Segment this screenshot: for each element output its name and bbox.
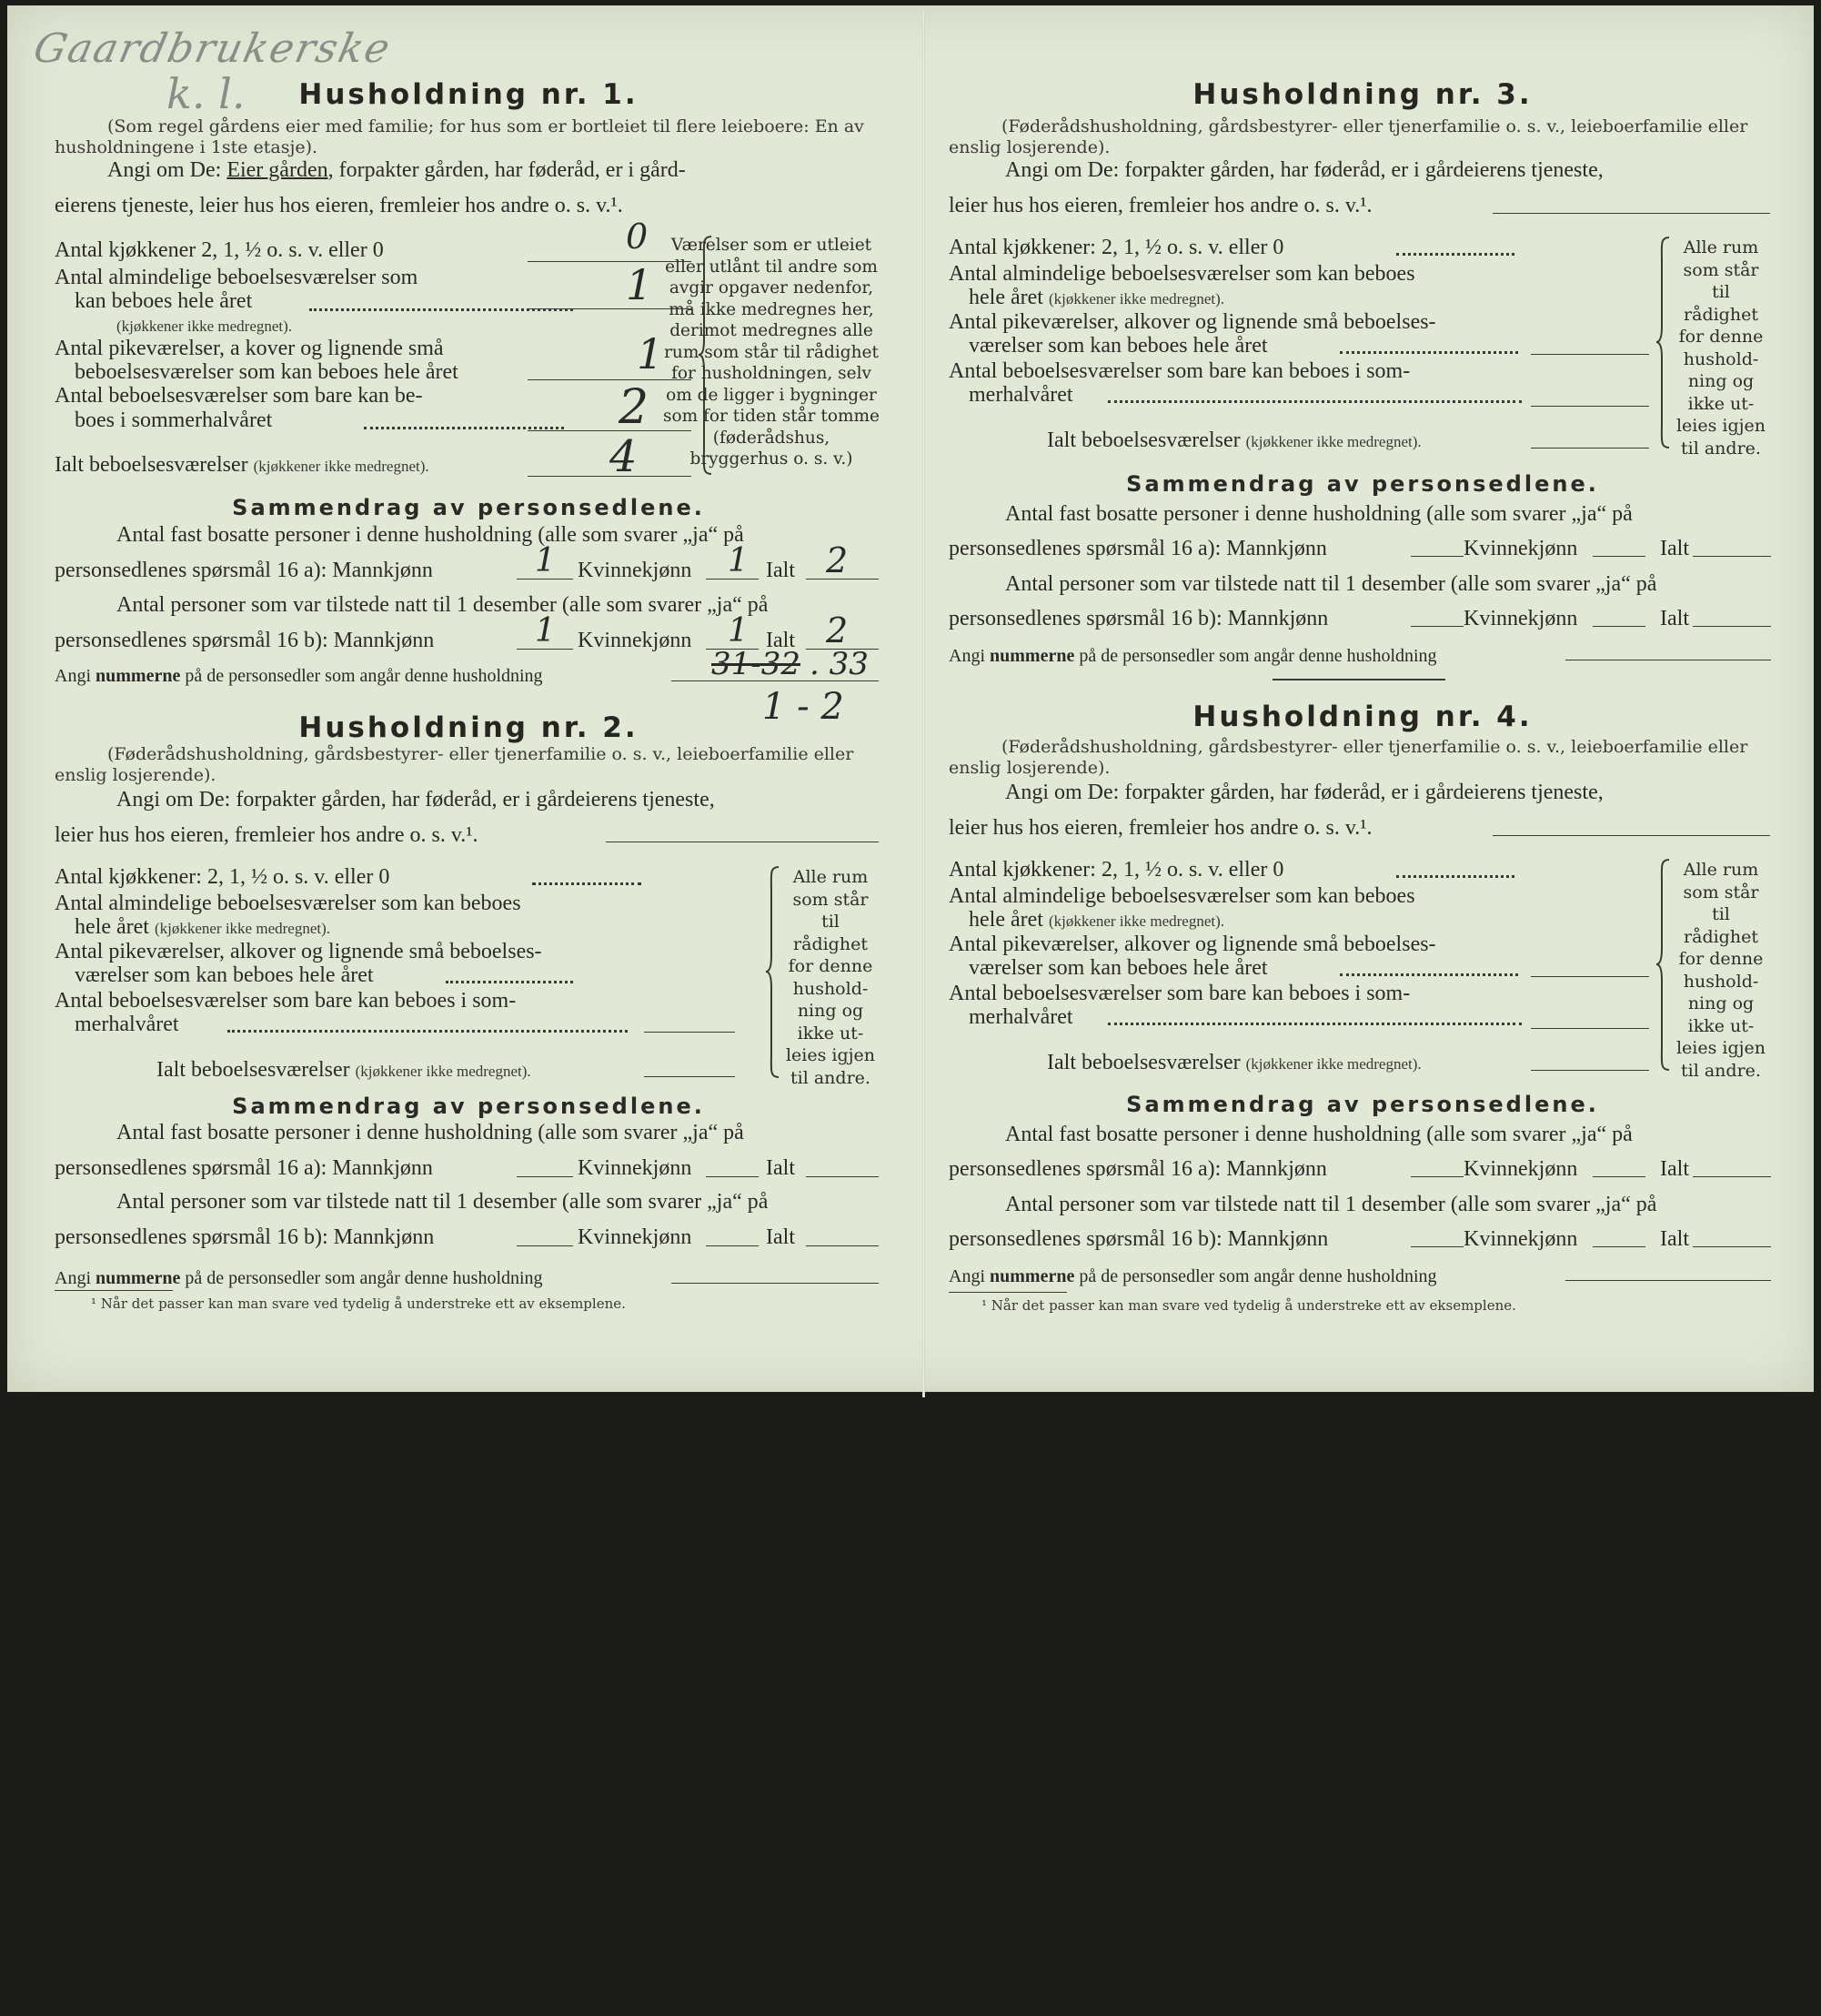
hh3-q16b-mann-field[interactable] bbox=[1411, 626, 1464, 627]
hh1-q16b-ialt[interactable]: 2 bbox=[826, 610, 849, 650]
hh3-alm-label-2-text: hele året bbox=[969, 286, 1043, 309]
hh1-q16a-kvinne-label: Kvinnekjønn bbox=[578, 559, 692, 582]
hh2-q16a-ialt-field[interactable] bbox=[806, 1176, 879, 1177]
hh2-ialt-label: Ialt beboelsesværelser bbox=[156, 1058, 350, 1082]
hh4-sommer-label-1: Antal beboelsesværelser som bare kan beboes i som- bbox=[949, 982, 1411, 1005]
hh3-q16b-label: personsedlenes spørsmål 16 b): Mannkjønn bbox=[949, 607, 1329, 630]
hh1-ialt-value[interactable]: 4 bbox=[609, 431, 638, 482]
hh1-summary-heading: Sammendrag av personsedlene. bbox=[232, 495, 705, 520]
hh2-alm-label-2 bbox=[75, 915, 330, 941]
hh1-q16b-line-1: Antal personer som var tilstede natt til 1 desember (alle som svarer „ja“ på bbox=[116, 593, 769, 617]
hh2-alm-label-1: Antal almindelige beboelsesværelser som kan beboes bbox=[55, 892, 521, 915]
hh4-q16a-kvinne-field[interactable] bbox=[1593, 1176, 1645, 1177]
hh1-kjokkener-value[interactable]: 0 bbox=[626, 217, 649, 257]
hh1-q16b-label: personsedlenes spørsmål 16 b): Mannkjønn bbox=[55, 629, 435, 652]
hh3-alm-label-2 bbox=[969, 286, 1224, 311]
hh2-ialt-note: (kjøkkener ikke medregnet). bbox=[355, 1063, 531, 1080]
hh1-alm-label-2: kan beboes hele året bbox=[75, 289, 253, 313]
hh3-q16b-ialt-field[interactable] bbox=[1693, 626, 1771, 627]
hh4-pike-label-1: Antal pikeværelser, alkover og lignende små beboelses- bbox=[949, 932, 1436, 956]
household-1-angi-line-1 bbox=[107, 158, 686, 182]
hh4-nummer-c: på de personsedler som angår denne husholdning bbox=[1079, 1266, 1437, 1286]
hh3-sommer-label-1: Antal beboelsesværelser som bare kan beboes i som- bbox=[949, 359, 1411, 383]
hh1-ialt-row bbox=[55, 453, 429, 479]
hh2-sommer-field[interactable] bbox=[644, 1032, 735, 1033]
hh1-nummer-value-b[interactable]: 1 - 2 bbox=[762, 686, 844, 728]
hh2-q16a-mann-field[interactable] bbox=[517, 1176, 573, 1177]
hh1-pike-label-2: beboelsesværelser som kan beboes hele året bbox=[75, 360, 458, 384]
hh3-angi-field[interactable] bbox=[1493, 213, 1770, 214]
hh4-summary-heading: Sammendrag av personsedlene. bbox=[1126, 1092, 1599, 1117]
hh1-nummer-struck[interactable]: 31-32 bbox=[711, 646, 801, 682]
angi-prefix: Angi om De: bbox=[107, 158, 222, 182]
hh3-pike-field[interactable] bbox=[1531, 354, 1649, 355]
hh2-pike-label-1: Antal pikeværelser, alkover og lignende små beboelses- bbox=[55, 940, 542, 963]
hh3-side-brace bbox=[1655, 236, 1673, 449]
hh2-sommer-label-2: merhalvåret bbox=[75, 1013, 179, 1036]
hh3-q16b-line-1: Antal personer som var tilstede natt til 1 desember (alle som svarer „ja“ på bbox=[1005, 572, 1657, 596]
hh2-q16a-line-1: Antal fast bosatte personer i denne husholdning (alle som svarer „ja“ på bbox=[116, 1121, 744, 1144]
handwritten-header: Gaardbrukerske bbox=[29, 25, 396, 72]
hh2-sommer-label-1: Antal beboelsesværelser som bare kan beboes i som- bbox=[55, 989, 517, 1013]
hh2-ialt-field[interactable] bbox=[644, 1076, 735, 1077]
hh1-alm-label-3: (kjøkkener ikke medregnet). bbox=[116, 318, 293, 335]
right-footnote-rule bbox=[949, 1292, 1067, 1293]
hh2-angi-line-1: Angi om De: forpakter gården, har føderåd, er i gårdeierens tjeneste, bbox=[116, 788, 715, 811]
hh4-angi-line-2: leier hus hos eieren, fremleier hos andre o. s. v.¹. bbox=[949, 816, 1373, 840]
hh2-nummer-c: på de personsedler som angår denne husholdning bbox=[185, 1268, 543, 1288]
hh2-q16b-mann-field[interactable] bbox=[517, 1245, 573, 1246]
hh3-alm-label-3: (kjøkkener ikke medregnet). bbox=[1048, 290, 1224, 307]
hh2-q16a-kvinne-label: Kvinnekjønn bbox=[578, 1156, 692, 1180]
hh1-q16a-label: personsedlenes spørsmål 16 a): Mannkjønn bbox=[55, 559, 433, 582]
hh1-ialt-label: Ialt beboelsesværelser bbox=[55, 453, 248, 477]
hh3-sommer-field[interactable] bbox=[1531, 406, 1649, 407]
hh3-side-note: Alle rum som står til rådighet for denne hushold-ning og ikke ut-leies igjen til andre. bbox=[1675, 237, 1766, 459]
hh4-q16a-kvinne-label: Kvinnekjønn bbox=[1464, 1157, 1578, 1181]
hh2-q16b-kvinne-field[interactable] bbox=[706, 1245, 759, 1246]
census-sheet bbox=[7, 5, 1814, 1392]
hh2-q16b-ialt-label: Ialt bbox=[766, 1225, 795, 1249]
hh1-q16b-ialt-label: Ialt bbox=[766, 629, 795, 652]
household-1-subtitle: (Som regel gårdens eier med familie; for hus som er bortleiet til flere leieboere: En av husholdningene i 1ste etasje). bbox=[55, 116, 864, 157]
hh2-alm-label-3: (kjøkkener ikke medregnet). bbox=[154, 920, 330, 937]
right-column bbox=[949, 5, 1821, 1392]
hh4-q16b-line-1: Antal personer som var tilstede natt til 1 desember (alle som svarer „ja“ på bbox=[1005, 1193, 1657, 1216]
hh3-q16a-line-1: Antal fast bosatte personer i denne husholdning (alle som svarer „ja“ på bbox=[1005, 502, 1633, 526]
hh4-ialt-field[interactable] bbox=[1531, 1070, 1649, 1071]
hh1-q16a-ialt[interactable]: 2 bbox=[826, 540, 849, 580]
hh2-pike-label-2: værelser som kan beboes hele året bbox=[75, 963, 374, 987]
hh4-kjokkener-dots bbox=[1396, 875, 1514, 878]
hh2-kjokkener-label: Antal kjøkkener: 2, 1, ½ o. s. v. eller 0 bbox=[55, 865, 390, 889]
hh4-kjokkener-label: Antal kjøkkener: 2, 1, ½ o. s. v. eller 0 bbox=[949, 858, 1284, 882]
hh3-q16a-mann-field[interactable] bbox=[1411, 556, 1464, 557]
household-4-subtitle: (Føderådshusholdning, gårdsbestyrer- eller tjenerfamilie o. s. v., leieboerfamilie eller enslig losjerende). bbox=[949, 737, 1748, 778]
hh1-q16a-mann[interactable]: 1 bbox=[535, 542, 556, 580]
hh3-summary-heading: Sammendrag av personsedlene. bbox=[1126, 471, 1599, 497]
hh4-q16a-line-1: Antal fast bosatte personer i denne husholdning (alle som svarer „ja“ på bbox=[1005, 1123, 1633, 1146]
hh4-pike-field[interactable] bbox=[1531, 976, 1649, 977]
hh4-q16b-kvinne-field[interactable] bbox=[1593, 1246, 1645, 1247]
hh4-q16b-mann-field[interactable] bbox=[1411, 1246, 1464, 1247]
hh4-alm-label-3: (kjøkkener ikke medregnet). bbox=[1048, 912, 1224, 930]
hh4-q16a-mann-field[interactable] bbox=[1411, 1176, 1464, 1177]
hh3-angi-line-2: leier hus hos eieren, fremleier hos andre o. s. v.¹. bbox=[949, 194, 1373, 217]
right-footnote: ¹ Når det passer kan man svare ved tydelig å understreke ett av eksemplene. bbox=[981, 1297, 1516, 1314]
hh3-kjokkener-dots bbox=[1396, 253, 1514, 256]
hh3-ialt-field[interactable] bbox=[1531, 448, 1649, 449]
household-3-subtitle: (Føderådshusholdning, gårdsbestyrer- eller tjenerfamilie o. s. v., leieboerfamilie eller enslig losjerende). bbox=[949, 116, 1748, 157]
hh1-nummer-value-a[interactable]: . 33 bbox=[810, 646, 869, 682]
hh3-ialt-note: (kjøkkener ikke medregnet). bbox=[1245, 433, 1422, 450]
hh1-nummer-b: nummerne bbox=[96, 666, 181, 686]
hh2-q16b-line-1: Antal personer som var tilstede natt til 1 desember (alle som svarer „ja“ på bbox=[116, 1190, 769, 1214]
hh3-q16a-kvinne-field[interactable] bbox=[1593, 556, 1645, 557]
hh3-q16b-kvinne-field[interactable] bbox=[1593, 626, 1645, 627]
hh4-alm-label-1: Antal almindelige beboelsesværelser som kan beboes bbox=[949, 884, 1415, 908]
hh4-pike-dots bbox=[1340, 973, 1518, 976]
hh2-pike-dots bbox=[446, 981, 573, 983]
hh1-nummer-c: på de personsedler som angår denne husholdning bbox=[185, 666, 543, 686]
hh3-pike-label-2: værelser som kan beboes hele året bbox=[969, 334, 1268, 358]
hh1-q16b-kvinne-label: Kvinnekjønn bbox=[578, 629, 692, 652]
hh1-ialt-note: (kjøkkener ikke medregnet). bbox=[253, 458, 429, 475]
household-4 bbox=[949, 628, 1776, 2011]
hh1-sommer-label-2: boes i sommerhalvåret bbox=[75, 408, 273, 432]
angi-options: forpakter gården, har føderåd, er i gård- bbox=[338, 158, 686, 182]
hh3-q16a-label: personsedlenes spørsmål 16 a): Mannkjønn bbox=[949, 537, 1327, 560]
hh2-q16a-kvinne-field[interactable] bbox=[706, 1176, 759, 1177]
hh3-q16b-ialt-label: Ialt bbox=[1660, 607, 1689, 630]
hh3-angi-line-1: Angi om De: forpakter gården, har føderåd, er i gårdeierens tjeneste, bbox=[1005, 158, 1604, 182]
eier-garden-underlined: Eier gården, bbox=[226, 158, 334, 182]
hh2-side-note: Alle rum som står til rådighet for denne hushold-ning og ikke ut-leies igjen til andre. bbox=[785, 867, 876, 1088]
hh2-sommer-dots bbox=[227, 1030, 628, 1033]
hh4-q16b-ialt-field[interactable] bbox=[1693, 1246, 1771, 1247]
hh1-alm-value[interactable]: 1 bbox=[626, 260, 653, 309]
hh4-q16a-ialt-label: Ialt bbox=[1660, 1157, 1689, 1181]
hh1-nummer-a: Angi bbox=[55, 666, 91, 686]
hh4-ialt-label: Ialt beboelsesværelser bbox=[1047, 1051, 1241, 1074]
hh3-alm-label-1: Antal almindelige beboelsesværelser som kan beboes bbox=[949, 262, 1415, 286]
hh4-nummer-row bbox=[949, 1265, 1437, 1288]
hh1-q16a-ialt-label: Ialt bbox=[766, 559, 795, 582]
hh4-side-note: Alle rum som står til rådighet for denne hushold-ning og ikke ut-leies igjen til andre. bbox=[1675, 860, 1766, 1081]
left-footnote-rule bbox=[55, 1290, 173, 1291]
hh4-nummer-field[interactable] bbox=[1565, 1280, 1771, 1281]
hh1-q16a-row bbox=[55, 559, 433, 582]
hh4-nummer-a: Angi bbox=[949, 1266, 985, 1286]
hh1-q16b-kvinne[interactable]: 1 bbox=[728, 612, 749, 650]
hh3-nummer-a: Angi bbox=[949, 646, 985, 666]
hh3-nummer-b: nummerne bbox=[990, 646, 1075, 666]
household-2 bbox=[55, 633, 882, 2016]
hh1-q16b-mann[interactable]: 1 bbox=[535, 612, 556, 650]
hh1-pike-label-1: Antal pikeværelser, a kover og lignende små bbox=[55, 337, 444, 360]
hh3-sommer-label-2: merhalvåret bbox=[969, 383, 1073, 407]
household-1-angi-line-2: eierens tjeneste, leier hus hos eieren, fremleier hos andre o. s. v.¹. bbox=[55, 194, 623, 217]
hh4-ialt-row bbox=[1047, 1051, 1422, 1076]
hh3-q16a-ialt-label: Ialt bbox=[1660, 537, 1689, 560]
hh4-sommer-label-2: merhalvåret bbox=[969, 1005, 1073, 1029]
hh2-nummer-a: Angi bbox=[55, 1268, 91, 1288]
hh2-nummer-b: nummerne bbox=[96, 1268, 181, 1288]
hh1-sommer-leader-dots bbox=[364, 427, 564, 429]
hh4-angi-field[interactable] bbox=[1493, 835, 1770, 836]
hh2-q16b-label: personsedlenes spørsmål 16 b): Mannkjønn bbox=[55, 1225, 435, 1249]
hh2-angi-line-2: leier hus hos eieren, fremleier hos andre o. s. v.¹. bbox=[55, 823, 478, 847]
hh4-q16a-label: personsedlenes spørsmål 16 a): Mannkjønn bbox=[949, 1157, 1327, 1181]
hh3-pike-dots bbox=[1340, 351, 1518, 354]
hh1-pike-value[interactable]: 1 bbox=[637, 329, 664, 378]
hh3-q16b-kvinne-label: Kvinnekjønn bbox=[1464, 607, 1578, 630]
handwritten-kl: k. l. bbox=[166, 69, 246, 118]
left-column bbox=[55, 5, 928, 1392]
hh4-sommer-dots bbox=[1108, 1023, 1522, 1025]
hh2-nummer-row bbox=[55, 1266, 543, 1290]
hh3-ialt-label: Ialt beboelsesværelser bbox=[1047, 428, 1241, 452]
hh1-sommer-value[interactable]: 2 bbox=[619, 380, 649, 435]
hh1-side-note: Værelser som er utleiet eller utlånt til andre som avgir opgaver nedenfor, må ikke medregnes her, derimot medregnes alle rum som står til rådighet for husholdningen, selv om de ligger i bygninger som for tiden står tomme (føderådshus, bryggerhus o. s. v.) bbox=[663, 236, 880, 469]
hh2-q16b-ialt-field[interactable] bbox=[806, 1245, 879, 1246]
household-2-subtitle: (Føderådshusholdning, gårdsbestyrer- eller tjenerfamilie o. s. v., leieboerfamilie eller enslig losjerende). bbox=[55, 744, 854, 785]
hh3-sommer-dots bbox=[1108, 400, 1522, 403]
hh2-q16a-label: personsedlenes spørsmål 16 a): Mannkjønn bbox=[55, 1156, 433, 1180]
household-1-title: Husholdning nr. 1. bbox=[298, 78, 639, 111]
hh1-q16a-line-1: Antal fast bosatte personer i denne husholdning (alle som svarer „ja“ på bbox=[116, 523, 744, 547]
hh4-angi-line-1: Angi om De: forpakter gården, har føderåd, er i gårdeierens tjeneste, bbox=[1005, 781, 1604, 804]
hh3-q16a-kvinne-label: Kvinnekjønn bbox=[1464, 537, 1578, 560]
left-footnote: ¹ Når det passer kan man svare ved tydelig å understreke ett av eksemplene. bbox=[91, 1295, 626, 1312]
hh1-sommer-label-1: Antal beboelsesværelser som bare kan be- bbox=[55, 384, 423, 408]
household-3-title: Husholdning nr. 3. bbox=[1192, 78, 1533, 111]
hh2-nummer-field[interactable] bbox=[671, 1283, 879, 1284]
hh4-q16b-kvinne-label: Kvinnekjønn bbox=[1464, 1227, 1578, 1251]
hh4-pike-label-2: værelser som kan beboes hele året bbox=[969, 956, 1268, 980]
hh1-alm-label-1: Antal almindelige beboelsesværelser som bbox=[55, 266, 418, 289]
hh4-alm-label-2-text: hele året bbox=[969, 908, 1043, 932]
hh2-alm-label-2-text: hele året bbox=[75, 915, 149, 939]
hh2-ialt-row bbox=[156, 1058, 531, 1084]
hh3-kjokkener-label: Antal kjøkkener: 2, 1, ½ o. s. v. eller 0 bbox=[949, 236, 1284, 259]
hh4-nummer-b: nummerne bbox=[990, 1266, 1075, 1286]
hh4-q16b-ialt-label: Ialt bbox=[1660, 1227, 1689, 1251]
hh2-summary-heading: Sammendrag av personsedlene. bbox=[232, 1094, 705, 1119]
hh1-q16a-kvinne[interactable]: 1 bbox=[728, 542, 749, 580]
household-4-title: Husholdning nr. 4. bbox=[1192, 701, 1533, 733]
hh2-kjokkener-dots bbox=[532, 882, 641, 885]
hh1-kjokkener-label: Antal kjøkkener 2, 1, ½ o. s. v. eller 0 bbox=[55, 238, 384, 262]
hh3-ialt-row bbox=[1047, 428, 1422, 454]
hh4-side-brace bbox=[1655, 858, 1673, 1072]
hh2-side-brace bbox=[764, 865, 782, 1079]
hh2-q16b-kvinne-label: Kvinnekjønn bbox=[578, 1225, 692, 1249]
hh4-sommer-field[interactable] bbox=[1531, 1028, 1649, 1029]
hh3-nummer-c: på de personsedler som angår denne husholdning bbox=[1079, 646, 1437, 666]
hh4-ialt-note: (kjøkkener ikke medregnet). bbox=[1245, 1055, 1422, 1073]
hh4-q16b-label: personsedlenes spørsmål 16 b): Mannkjønn bbox=[949, 1227, 1329, 1251]
hh2-q16a-ialt-label: Ialt bbox=[766, 1156, 795, 1180]
hh3-pike-label-1: Antal pikeværelser, alkover og lignende små beboelses- bbox=[949, 310, 1436, 334]
hh3-q16a-ialt-field[interactable] bbox=[1693, 556, 1771, 557]
household-2-title: Husholdning nr. 2. bbox=[298, 711, 639, 744]
hh4-alm-label-2 bbox=[969, 908, 1224, 933]
hh4-q16a-ialt-field[interactable] bbox=[1693, 1176, 1771, 1177]
